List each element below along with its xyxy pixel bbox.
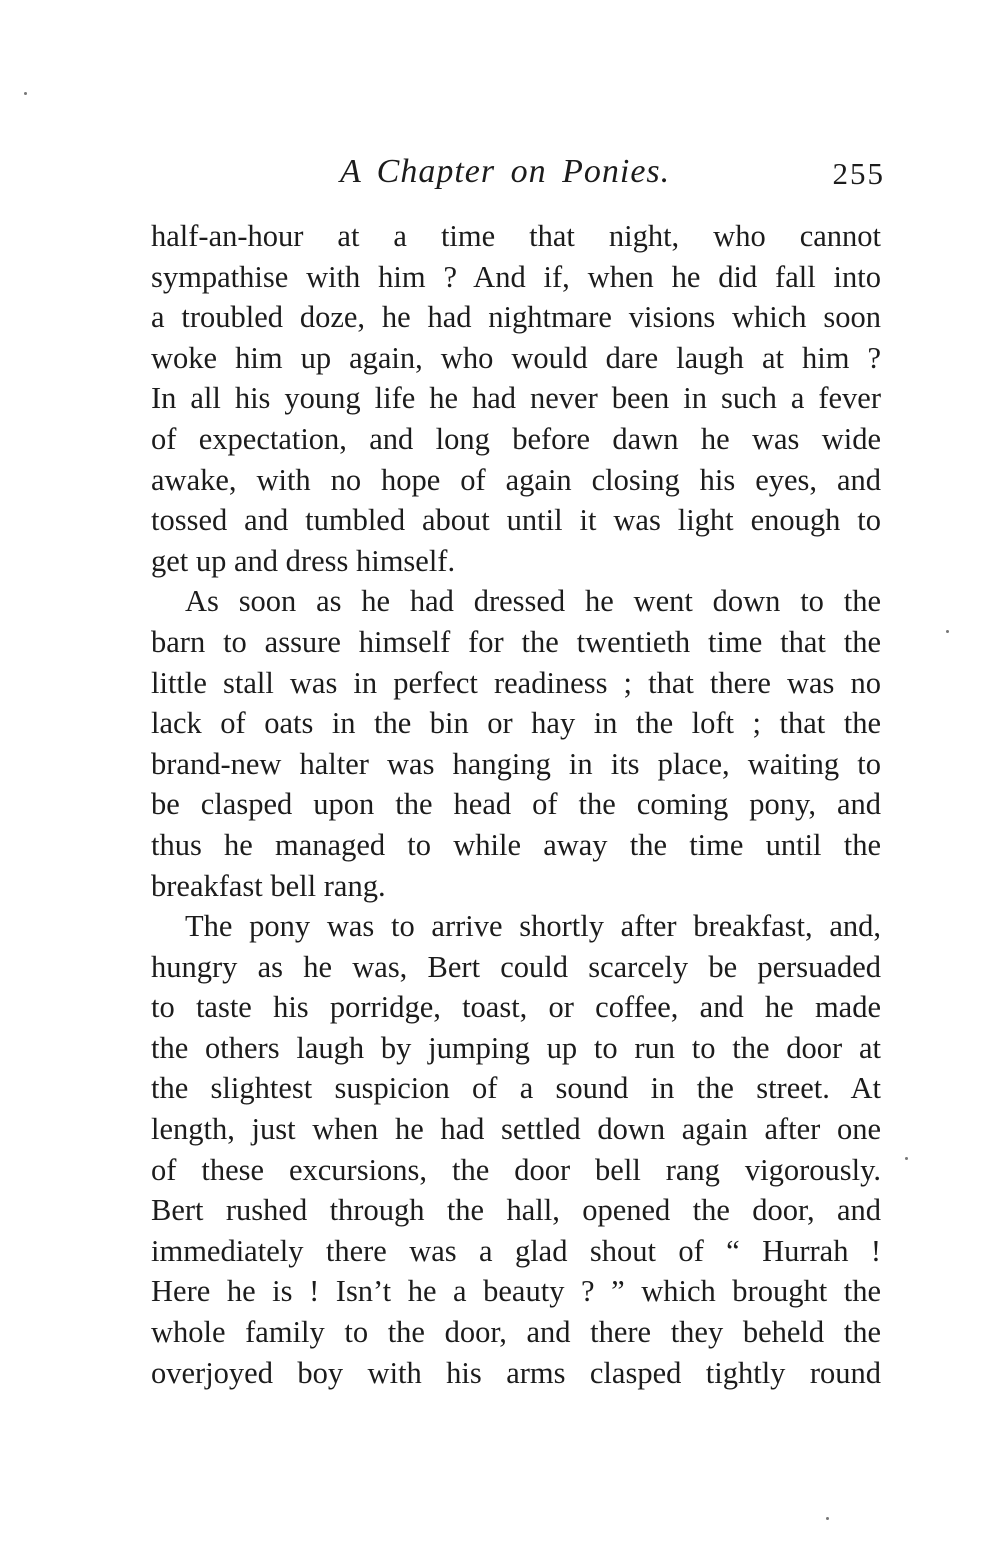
body-text xyxy=(151,216,881,1393)
text-line: tossed and tumbled about until it was light enough to xyxy=(151,503,881,538)
ink-speck xyxy=(24,92,27,95)
text-line: half-an-hour at a time that night, who cannot xyxy=(151,219,881,253)
text-line: immediately there was a glad shout of “ Hurrah ! xyxy=(151,1233,881,1268)
text-line: a troubled doze, he had nightmare visions which soon xyxy=(151,300,881,335)
text-line: Bert rushed through the hall, opened the door, and xyxy=(151,1193,881,1228)
text-line: brand-new halter was hanging in its place, waiting to xyxy=(151,746,881,781)
text-line: the slightest suspicion of a sound in the street. At xyxy=(151,1071,881,1106)
text-line: little stall was in perfect readiness ; that there was no xyxy=(151,665,881,700)
text-line: In all his young life he had never been in such a fever xyxy=(151,381,881,416)
text-line: hungry as he was, Bert could scarcely be persuaded xyxy=(151,949,881,984)
text-line: woke him up again, who would dare laugh at him ? xyxy=(151,340,881,375)
text-line: overjoyed boy with his arms clasped tightly round xyxy=(151,1355,881,1390)
ink-speck xyxy=(826,1517,829,1520)
text-line: be clasped upon the head of the coming pony, and xyxy=(151,787,881,822)
ink-speck xyxy=(946,630,949,633)
text-line: awake, with no hope of again closing his eyes, and xyxy=(151,462,881,497)
text-line: length, just when he had settled down again after one xyxy=(151,1112,881,1147)
ink-speck xyxy=(905,1157,908,1160)
text-line: whole family to the door, and there they beheld the xyxy=(151,1315,881,1350)
text-line: breakfast bell rang. xyxy=(151,868,386,903)
text-line: the others laugh by jumping up to run to the door at xyxy=(151,1030,881,1065)
running-head xyxy=(340,152,885,202)
text-line: of expectation, and long before dawn he was wide xyxy=(151,421,881,456)
text-line: get up and dress himself. xyxy=(151,543,456,578)
text-line: The pony was to arrive shortly after breakfast, and, xyxy=(185,909,881,944)
page-number: 255 xyxy=(832,156,885,191)
text-line: lack of oats in the bin or hay in the loft ; that the xyxy=(151,706,881,741)
text-line: to taste his porridge, toast, or coffee, and he made xyxy=(151,990,881,1025)
text-line: barn to assure himself for the twentieth time that the xyxy=(151,624,881,659)
text-line: of these excursions, the door bell rang vigorously. xyxy=(151,1152,881,1187)
text-line: Here he is ! Isn’t he a beauty ? ” which brought the xyxy=(151,1274,881,1309)
running-title: A Chapter on Ponies. xyxy=(340,153,671,190)
text-line: thus he managed to while away the time until the xyxy=(151,827,881,862)
text-line: As soon as he had dressed he went down to the xyxy=(185,584,881,619)
text-line: sympathise with him ? And if, when he did fall into xyxy=(151,259,881,294)
